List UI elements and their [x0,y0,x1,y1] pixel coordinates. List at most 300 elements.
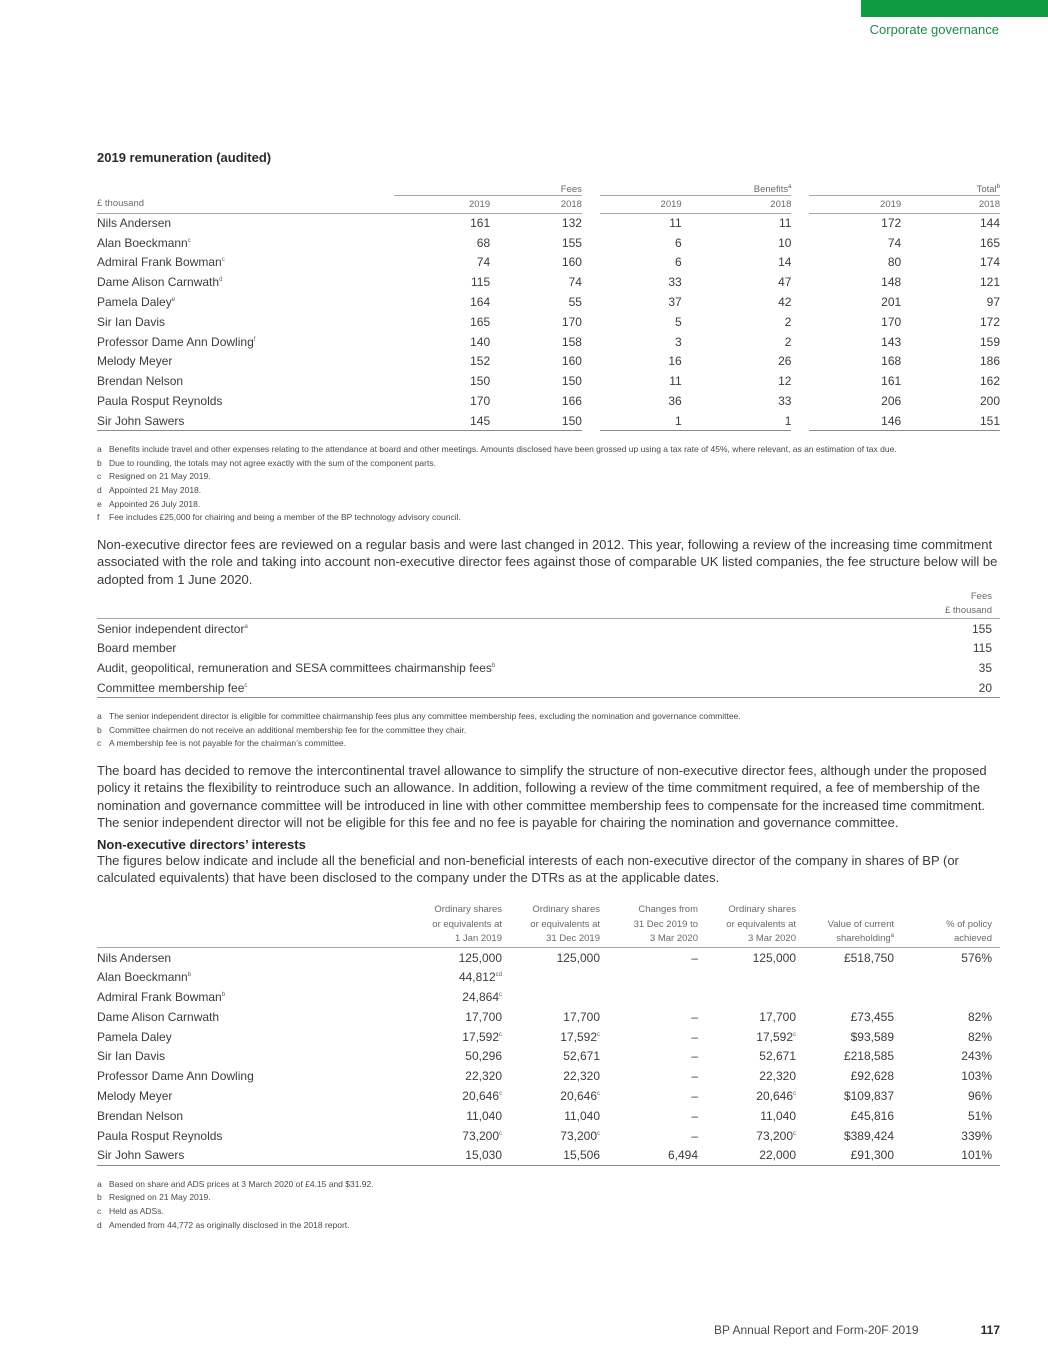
cell-text: 11,040 [760,1108,796,1123]
table-row [97,947,1000,967]
value-cell: 11 [778,216,792,231]
value-cell: 1 [600,411,682,431]
column-gap [582,213,600,233]
value-cell [407,1046,510,1066]
value-cell: 200 [979,394,1000,409]
allowance-paragraph: The board has decided to remove the intercontinental travel allowance to simplify the structure of non-executive director fees, although under the proposed policy it retains the flexibility to reintroduce such an allowance. In addition, following a review of the time commitment required, a fee of membership of the nomination and governance committee will be introduced in line with other committee membership fees to compensate for the increased time commitment. The senior independent director will not be eligible for this fee and no fee is payable for chairing the nomination and governance committee. [97,763,987,831]
brand-color-bar [861,0,1048,17]
page-number: 117 [980,1323,1000,1337]
director-name [97,987,407,1007]
remuneration-title: 2019 remuneration (audited) [97,150,272,165]
value-cell [706,1145,804,1165]
value-cell: 12 [778,374,792,389]
column-gap [582,233,600,253]
director-name [97,1046,407,1066]
column-gap [791,352,809,372]
fee-value: 35 [978,661,992,676]
table-row [97,678,1000,698]
fee-label [97,658,890,678]
cell-text: – [691,1009,698,1024]
year-header: 2019 [600,195,682,213]
cell-text: 17,700 [563,1009,600,1024]
value-cell: 146 [809,411,901,431]
director-name [97,1086,407,1106]
value-cell [407,1027,510,1047]
value-cell [510,1027,608,1047]
table-row [97,967,1000,987]
footnote-marker: b [491,663,496,670]
value-cell [902,1007,1000,1027]
value-cell: 74 [887,235,902,250]
interests-footnotes [97,1178,1000,1232]
table-row [97,292,1000,312]
column-gap [791,391,809,411]
footnote-marker: e [171,297,176,304]
footnote-text: Based on share and ADS prices at 3 March 2020 of £4.15 and $31.92. [109,1178,374,1189]
cell-text: 17,700 [759,1009,796,1024]
value-cell: 166 [561,394,582,409]
value-cell: 42 [778,295,792,310]
value-cell: 150 [470,374,491,389]
cell-text: Brendan Nelson [97,1108,184,1123]
value-cell [608,967,706,987]
value-cell: 26 [778,354,792,369]
value-cell: 174 [979,255,1000,270]
footnote-marker: b [187,972,192,979]
value-cell: 144 [979,216,1000,231]
footnote-key: b [97,457,102,468]
cell-text: 20,646 [560,1088,597,1103]
cell-text: 243% [961,1049,992,1064]
header-line: or equivalents at [726,918,796,930]
cell-text: 17,700 [465,1009,502,1024]
footnote-key: a [97,711,102,722]
value-cell: 206 [881,394,902,409]
header-line: 3 Mar 2020 [747,933,796,945]
value-cell [407,1106,510,1126]
director-name [97,332,394,352]
fee-footnotes [97,710,1000,751]
cell-text: Alan Boeckmann [97,235,188,250]
column-gap [791,292,809,312]
footnote-marker: c [793,1031,796,1038]
value-cell [902,1145,1000,1165]
footnote-marker: d [219,277,223,284]
cell-text: Admiral Frank Bowman [97,989,222,1004]
column-gap [791,332,809,352]
year-header: 2019 [809,195,901,213]
column-gap [791,411,809,431]
value-cell: 155 [561,235,582,250]
value-cell [804,987,902,1007]
value-cell [902,1106,1000,1126]
cell-text: – [691,1128,698,1143]
value-cell: 132 [561,216,582,231]
footnote [97,511,1000,525]
footnote [97,1191,1000,1205]
cell-text: 339% [961,1128,992,1143]
header-line: 3 Mar 2020 [649,933,698,945]
value-cell [608,1027,706,1047]
value-cell [804,967,902,987]
header-line: 31 Dec 2019 to [633,918,698,930]
header-line: or equivalents at [432,918,502,930]
director-name [97,947,407,967]
cell-text: – [691,1069,698,1084]
column-gap [582,371,600,391]
value-cell [804,1046,902,1066]
footnote-marker: c [499,991,502,998]
cell-text: 52,671 [563,1049,600,1064]
value-cell [510,1046,608,1066]
header-line: % of policy [946,918,992,930]
value-cell: 14 [778,255,792,270]
value-cell [804,1066,902,1086]
value-cell: 168 [881,354,902,369]
footnote-marker: c [244,682,248,689]
column-gap [791,272,809,292]
fee-label [97,638,890,658]
table-row [97,987,1000,1007]
footnote-marker: c [597,1090,600,1097]
value-cell: 36 [668,394,682,409]
value-cell: 68 [476,235,491,250]
cell-text: $389,424 [843,1128,894,1143]
column-header [706,903,804,947]
value-cell [608,1046,706,1066]
interests-title: Non-executive directors’ interests [97,836,306,852]
footnote [97,1219,1000,1233]
cell-text: 96% [967,1088,992,1103]
value-cell: 160 [561,354,582,369]
footnote-marker: c [499,1130,502,1137]
director-name [97,1145,407,1165]
footnote-marker: cd [495,972,502,979]
value-cell [706,947,804,967]
value-cell [510,1126,608,1146]
cell-text: – [691,1088,698,1103]
cell-text: £73,455 [850,1009,894,1024]
value-cell [706,967,804,987]
cell-text: $109,837 [843,1088,894,1103]
value-cell: 33 [668,275,682,290]
value-cell [510,1145,608,1165]
value-cell [804,1007,902,1027]
value-cell: 186 [979,354,1000,369]
value-cell [706,1066,804,1086]
value-cell: 164 [470,295,491,310]
cell-text: £92,628 [850,1069,894,1084]
footnote-key: c [97,471,102,482]
value-cell: 80 [887,255,902,270]
value-cell: 172 [881,216,902,231]
value-cell: 170 [881,314,902,329]
value-cell [706,1007,804,1027]
fee-label [97,619,890,639]
footnote-marker: c [499,1031,502,1038]
value-cell: 172 [979,314,1000,329]
value-cell: 159 [979,334,1000,349]
director-name [97,292,394,312]
director-name [97,312,394,332]
footnote [97,724,1000,738]
value-cell [902,1126,1000,1146]
footnote-marker: c [221,257,225,264]
footnote-marker: c [499,1090,502,1097]
footnote-text: Resigned on 21 May 2019. [109,1192,211,1203]
value-cell: 161 [881,374,902,389]
value-cell [608,947,706,967]
cell-text: 22,320 [563,1069,600,1084]
footnote-text: Appointed 21 May 2018. [109,485,202,496]
value-cell [706,1027,804,1047]
table-row [97,253,1000,273]
value-cell [407,1145,510,1165]
value-cell [407,987,510,1007]
cell-text: Senior independent director [97,621,245,636]
fee-review-paragraph: Non-executive director fees are reviewed on a regular basis and were last changed in 2012. This year, following a review of the increasing time commitment associated with the role and taking into account non-executive director fees against those of comparable UK listed companies, the fee structure below will be adopted from 1 June 2020. [97,536,998,587]
footnote-text: Appointed 26 July 2018. [109,498,201,509]
value-cell [407,1086,510,1106]
column-gap [791,371,809,391]
footnote-marker: c [597,1031,600,1038]
cell-text: 17,592 [462,1029,499,1044]
value-cell [804,1145,902,1165]
cell-text: Audit, geopolitical, remuneration and SESA committees chairmanship fees [97,661,492,676]
value-cell [510,987,608,1007]
group-header-total: Total$^b$ [809,179,1000,195]
cell-text: – [691,1108,698,1123]
footnote-marker: f [253,336,256,343]
cell-text: 73,200 [756,1128,793,1143]
value-cell [608,1086,706,1106]
table-row [97,619,1000,639]
value-cell: 162 [979,374,1000,389]
footnote [97,443,1000,457]
value-cell: 143 [881,334,902,349]
footer-report-title: BP Annual Report and Form-20F 2019 [714,1323,919,1337]
header-line: Ordinary shares [532,904,600,916]
unit-label: £ thousand [97,195,394,213]
column-header [510,903,608,947]
value-cell: 6 [675,255,682,270]
remuneration-table [97,179,1000,431]
footnote-key: b [97,1192,102,1203]
cell-text: 15,030 [465,1148,502,1163]
column-gap [582,411,600,431]
cell-text: 22,320 [465,1069,502,1084]
value-cell: 150 [490,411,582,431]
table-row [97,1126,1000,1146]
cell-text: 6,494 [667,1148,698,1163]
director-name [97,411,394,431]
value-cell [706,1126,804,1146]
cell-text: £45,816 [850,1108,894,1123]
fee-label [97,678,890,698]
page-content [97,150,1000,1232]
value-cell [510,1086,608,1106]
value-cell [510,1007,608,1027]
cell-text: 125,000 [556,950,600,965]
cell-text: Board member [97,641,177,656]
value-cell: 140 [470,334,491,349]
group-header-fees: Fees [394,179,582,195]
header-line: or equivalents at [530,918,600,930]
director-name [97,253,394,273]
value-cell [510,1066,608,1086]
cell-text: Pamela Daley [97,295,172,310]
cell-text: 20,646 [462,1088,499,1103]
value-cell [608,1106,706,1126]
value-cell [902,967,1000,987]
fee-structure-table [97,590,1000,698]
footnote-key: a [97,444,102,455]
cell-text: 24,864 [462,989,499,1004]
footnote-marker: c [793,1090,796,1097]
cell-text: 73,200 [560,1128,597,1143]
value-cell: 11 [669,374,682,389]
value-cell [902,1086,1000,1106]
header-line: 31 Dec 2019 [546,933,600,945]
interests-intro: The figures below indicate and include all the beneficial and non-beneficial interests of each non-executive director of the company in shares of BP (or calculated equivalents) that have been disclosed to the company under the DTRs as at the applicable dates. [97,852,959,886]
footnote-text: Held as ADSs. [109,1205,164,1216]
table-row [97,1086,1000,1106]
footnote-marker: c [793,1130,796,1137]
fee-value: 20 [890,678,1000,698]
value-cell [510,967,608,987]
value-cell: 37 [668,295,682,310]
table-row [97,658,1000,678]
fee-rows [97,619,1000,698]
table-row [97,332,1000,352]
footnote-marker: c [187,237,191,244]
value-cell: 47 [778,275,792,290]
footnote-key: c [97,1205,102,1216]
section-label: Corporate governance [869,22,999,37]
cell-text: Sir Ian Davis [97,1049,166,1064]
cell-text: Brendan Nelson [97,374,184,389]
remuneration-footnotes [97,443,1000,525]
cell-text: Alan Boeckmann [97,970,188,985]
director-name [97,272,394,292]
column-gap [791,233,809,253]
value-cell: 160 [561,255,582,270]
footnote-text: Resigned on 21 May 2019. [109,471,211,482]
table-row [97,1027,1000,1047]
value-cell [608,1066,706,1086]
table-row [97,213,1000,233]
value-cell: 201 [881,295,902,310]
cell-text: Melody Meyer [97,354,173,369]
table-row [97,411,1000,431]
value-cell [902,1046,1000,1066]
value-cell: 33 [778,394,792,409]
column-gap [582,352,600,372]
footnote-text: Amended from 44,772 as originally disclosed in the 2018 report. [109,1219,350,1230]
cell-text: 103% [961,1069,992,1084]
cell-text: 101% [961,1148,992,1163]
remuneration-rows [97,213,1000,431]
value-cell: 115 [470,275,491,290]
footnote-key: d [97,1219,102,1230]
group-header-benefits: Benefits$^a$ [600,179,792,195]
cell-text: 44,812 [458,970,496,985]
column-gap [791,213,809,233]
value-cell [407,967,510,987]
value-cell: 2 [784,334,792,349]
cell-text: Dame Alison Carnwath [97,1009,220,1024]
footnote-key: f [97,512,100,523]
footnote-key: d [97,485,102,496]
column-gap [582,391,600,411]
table-row [97,1046,1000,1066]
value-cell: 158 [561,334,582,349]
column-header [407,903,510,947]
value-cell: 16 [668,354,682,369]
cell-text: Sir Ian Davis [97,314,166,329]
table-row [97,391,1000,411]
table-row [97,1066,1000,1086]
value-cell: 161 [470,216,491,231]
group-header-row [97,179,1000,195]
year-header: 2018 [490,195,582,213]
header-line: shareholding [836,933,891,945]
cell-text: 50,296 [465,1049,502,1064]
column-gap [582,292,600,312]
cell-text: – [691,950,698,965]
footnote-text: Benefits include travel and other expenses relating to the attendance at board and other meetings. Amounts disclosed have been grossed up using a tax rate of 45%, where relevant, as an estimation of tax due. [109,444,897,455]
value-cell [706,987,804,1007]
value-cell [902,947,1000,967]
cell-text: 51% [967,1108,992,1123]
footnote-text: The senior independent director is eligible for committee chairmanship fees plus any committee membership fees, excluding the nomination and governance committee. [109,711,741,722]
header-line: 1 Jan 2019 [454,933,502,945]
cell-text: 82% [967,1009,992,1024]
director-name [97,1126,407,1146]
table-row [97,352,1000,372]
value-cell [407,1066,510,1086]
footnote-text: Committee chairmen do not receive an additional membership fee for the committee they chair. [109,724,467,735]
value-cell: 74 [568,275,582,290]
footnote-marker: b [221,991,226,998]
cell-text: Admiral Frank Bowman [97,255,222,270]
footnote [97,498,1000,512]
column-header [608,903,706,947]
footnote-marker: a [244,623,248,630]
value-cell [804,1106,902,1126]
column-gap [582,272,600,292]
cell-text: 17,592 [560,1029,597,1044]
cell-text: £218,585 [843,1049,894,1064]
value-cell: 10 [778,235,792,250]
value-cell [902,1066,1000,1086]
header-line: achieved [953,933,992,945]
value-cell: 165 [470,314,491,329]
column-gap [582,253,600,273]
cell-text: Sir John Sawers [97,1148,185,1163]
value-cell: 148 [881,275,902,290]
year-header: 2019 [394,195,490,213]
cell-text: Pamela Daley [97,1029,172,1044]
cell-text: Dame Alison Carnwath [97,275,220,290]
cell-text: Committee membership fee [97,680,245,695]
cell-text: Melody Meyer [97,1088,173,1103]
fee-header-row [97,590,1000,619]
cell-text: Professor Dame Ann Dowling [97,1069,254,1084]
footnote [97,484,1000,498]
cell-text: Nils Andersen [97,950,172,965]
director-name [97,1027,407,1047]
